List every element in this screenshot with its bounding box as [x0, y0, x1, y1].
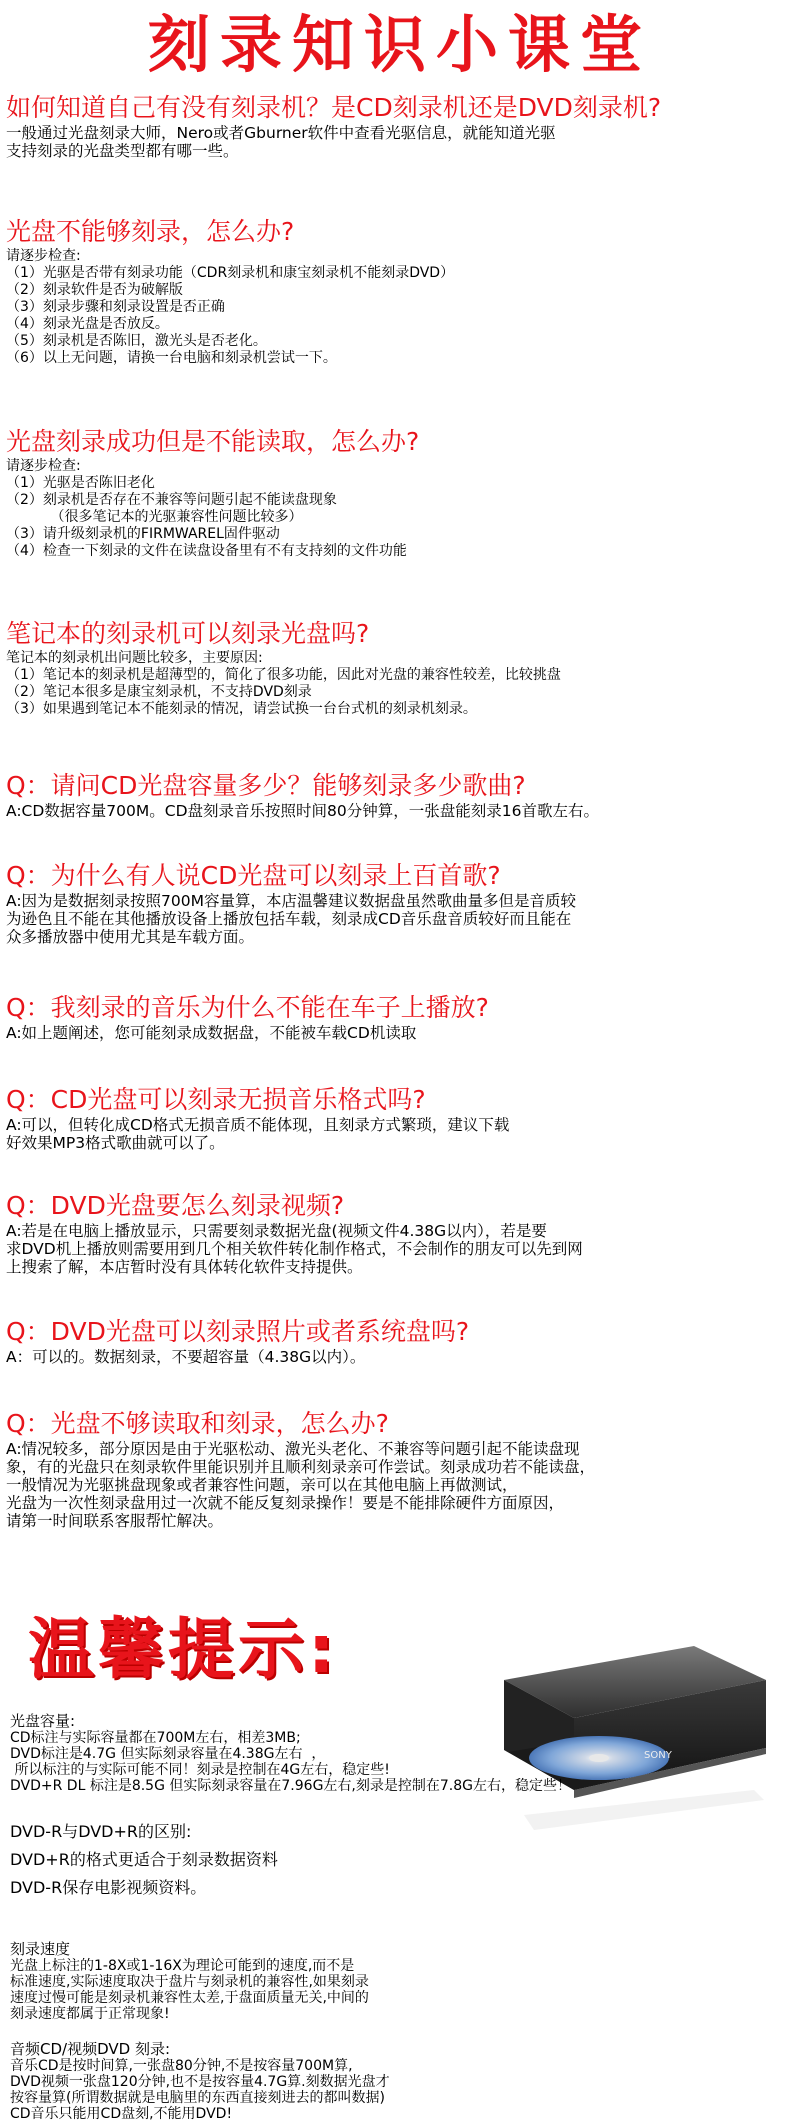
drive-brand-label: SONY — [644, 1750, 672, 1761]
faq-answer-line: A:CD数据容量700M。CD盘刻录音乐按照时间80分钟算，一张盘能刻录16首歌左右。 — [6, 802, 599, 820]
faq-question: 笔记本的刻录机可以刻录光盘吗? — [6, 619, 370, 648]
faq-question: Q：DVD光盘要怎么刻录视频? — [6, 1191, 345, 1220]
faq-answer-line: （2）刻录机是否存在不兼容等问题引起不能读盘现象 — [6, 492, 337, 508]
faq-question: 如何知道自己有没有刻录机？是CD刻录机还是DVD刻录机? — [6, 93, 662, 122]
faq-answer-line: （2）刻录软件是否为破解版 — [6, 282, 183, 298]
faq-answer-line: 笔记本的刻录机出问题比较多，主要原因: — [6, 650, 263, 666]
faq-answer-line: 为逊色且不能在其他播放设备上播放包括车载，刻录成CD音乐盘音质较好而且能在 — [6, 910, 572, 928]
faq-answer-line: （2）笔记本很多是康宝刻录机，不支持DVD刻录 — [6, 684, 312, 700]
capacity-line: DVD+R DL 标注是8.5G 但实际刻录容量在7.96G左右,刻录是控制在7.8G左右，稳定些！ — [10, 1778, 571, 1794]
page-title: 刻录知识小课堂 — [147, 8, 652, 81]
faq-answer-line: （3）如果遇到笔记本不能刻录的情况，请尝试换一台台式机的刻录机刻录。 — [6, 701, 477, 717]
audio-line: 音乐CD是按时间算,一张盘80分钟,不是按容量700M算, — [10, 2058, 353, 2074]
faq-answer-line: （很多笔记本的光驱兼容性问题比较多） — [6, 509, 303, 525]
faq-answer-line: 一般情况为光驱挑盘现象或者兼容性问题，亲可以在其他电脑上再做测试， — [6, 1476, 518, 1494]
speed-label: 刻录速度 — [10, 1940, 71, 1958]
audio-line: 按容量算(所谓数据就是电脑里的东西直接刻进去的都叫数据) — [10, 2090, 385, 2106]
faq-answer-line: A:情况较多，部分原因是由于光驱松动、激光头老化、不兼容等问题引起不能读盘现 — [6, 1440, 580, 1458]
faq-answer-line: 象，有的光盘只在刻录软件里能识别并且顺利刻录亲可作尝试。刻录成功若不能读盘， — [6, 1458, 596, 1476]
faq-answer-line: （1）光驱是否陈旧老化 — [6, 475, 155, 491]
faq-answer-line: A:可以，但转化成CD格式无损音质不能体现，且刻录方式繁琐，建议下载 — [6, 1116, 510, 1134]
audio-info — [10, 2040, 390, 2122]
faq-section — [0, 1190, 591, 1276]
faq-section — [0, 1408, 603, 1530]
faq-section — [0, 992, 497, 1042]
faq-question: 光盘刻录成功但是不能读取，怎么办? — [6, 427, 420, 456]
faq-question: Q：我刻录的音乐为什么不能在车子上播放? — [6, 993, 489, 1022]
capacity-line: DVD标注是4.7G 但实际刻录容量在4.38G左右 ， — [10, 1746, 326, 1762]
faq-answer-line: 请逐步检查: — [6, 248, 81, 264]
faq-section — [0, 770, 607, 820]
faq-section — [0, 426, 427, 560]
faq-answer-line: （3）刻录步骤和刻录设置是否正确 — [6, 299, 225, 315]
faq-answer-line: A:如上题阐述，您可能刻录成数据盘，不能被车载CD机读取 — [6, 1024, 417, 1042]
faq-question: Q：请问CD光盘容量多少？能够刻录多少歌曲? — [6, 771, 526, 800]
faq-section — [0, 860, 584, 946]
faq-answer-line: 上搜索了解，本店暂时没有具体转化软件支持提供。 — [6, 1258, 363, 1276]
faq-question: Q：光盘不够读取和刻录，怎么办? — [6, 1409, 389, 1438]
speed-line: 标准速度,实际速度取决于盘片与刻录机的兼容性,如果刻录 — [10, 1974, 369, 1990]
capacity-line: 所以标注的与实际可能不同！刻录是控制在4G左右，稳定些! — [10, 1762, 390, 1778]
faq-answer-line: （4）检查一下刻录的文件在读盘设备里有不有支持刻的文件功能 — [6, 543, 407, 559]
faq-answer-line: 众多播放器中使用尤其是车载方面。 — [6, 928, 255, 946]
faq-question: 光盘不能够刻录，怎么办? — [6, 217, 295, 246]
capacity-line: CD标注与实际容量都在700M左右，相差3MB; — [10, 1730, 301, 1746]
speed-line: 光盘上标注的1-8X或1-16X为理论可能到的速度,而不是 — [10, 1958, 355, 1974]
faq-section — [0, 92, 669, 160]
faq-answer-line: 一般通过光盘刻录大师，Nero或者Gburner软件中查看光驱信息，就能知道光驱 — [6, 124, 556, 142]
dvdr-line: DVD-R与DVD+R的区别: — [10, 1822, 192, 1841]
faq-answer-line: （1）笔记本的刻录机是超薄型的，简化了很多功能，因此对光盘的兼容性较差，比较挑盘 — [6, 667, 561, 683]
audio-line: DVD视频一张盘120分钟,也不是按容量4.7G算.刻数据光盘才 — [10, 2074, 390, 2090]
speed-line: 刻录速度都属于正常现象! — [10, 2006, 170, 2022]
dvdr-info — [10, 1818, 278, 1902]
faq-answer-line: 好效果MP3格式歌曲就可以了。 — [6, 1134, 225, 1152]
faq-answer-line: A：可以的。数据刻录，不要超容量（4.38G以内）。 — [6, 1348, 366, 1366]
faq-answer-line: A:因为是数据刻录按照700M容量算，本店温馨建议数据盘虽然歌曲量多但是音质较 — [6, 892, 577, 910]
faq-answer-line: 支持刻录的光盘类型都有哪一些。 — [6, 142, 239, 160]
faq-section — [0, 216, 462, 367]
tips-title: 温馨提示: — [28, 1611, 339, 1688]
faq-question: Q：为什么有人说CD光盘可以刻录上百首歌? — [6, 861, 501, 890]
faq-question: Q：CD光盘可以刻录无损音乐格式吗? — [6, 1085, 426, 1114]
faq-section — [0, 1316, 477, 1366]
audio-line: CD音乐只能用CD盘刻,不能用DVD! — [10, 2106, 233, 2122]
faq-answer-line: 求DVD机上播放则需要用到几个相关软件转化制作格式，不会制作的朋友可以先到网 — [6, 1240, 583, 1258]
capacity-info — [10, 1712, 571, 1794]
faq-section — [0, 1084, 517, 1152]
faq-answer-line: 请第一时间联系客服帮忙解决。 — [6, 1512, 224, 1530]
faq-answer-line: 光盘为一次性刻录盘用过一次就不能反复刻录操作！要是不能排除硬件方面原因， — [6, 1494, 565, 1512]
speed-line: 速度过慢可能是刻录机兼容性太差,于盘面质量无关,中间的 — [10, 1990, 369, 2006]
faq-question: Q：DVD光盘可以刻录照片或者系统盘吗? — [6, 1317, 470, 1346]
faq-answer-line: （6）以上无问题，请换一台电脑和刻录机尝试一下。 — [6, 350, 337, 366]
faq-answer-line: （3）请升级刻录机的FIRMWAREL固件驱动 — [6, 526, 280, 542]
faq-answer-line: （4）刻录光盘是否放反。 — [6, 316, 169, 332]
speed-info — [10, 1940, 369, 2022]
audio-label: 音频CD/视频DVD 刻录: — [10, 2040, 170, 2058]
faq-answer-line: （1）光驱是否带有刻录功能（CDR刻录机和康宝刻录机不能刻录DVD） — [6, 265, 455, 281]
faq-answer-line: A:若是在电脑上播放显示，只需要刻录数据光盘(视频文件4.38G以内），若是要 — [6, 1222, 547, 1240]
faq-section — [0, 618, 569, 718]
dvdr-line: DVD+R的格式更适合于刻录数据资料 — [10, 1850, 278, 1869]
capacity-label: 光盘容量: — [10, 1712, 76, 1730]
dvdr-line: DVD-R保存电影视频资料。 — [10, 1878, 207, 1897]
faq-answer-line: （5）刻录机是否陈旧，激光头是否老化。 — [6, 333, 267, 349]
faq-answer-line: 请逐步检查: — [6, 458, 81, 474]
